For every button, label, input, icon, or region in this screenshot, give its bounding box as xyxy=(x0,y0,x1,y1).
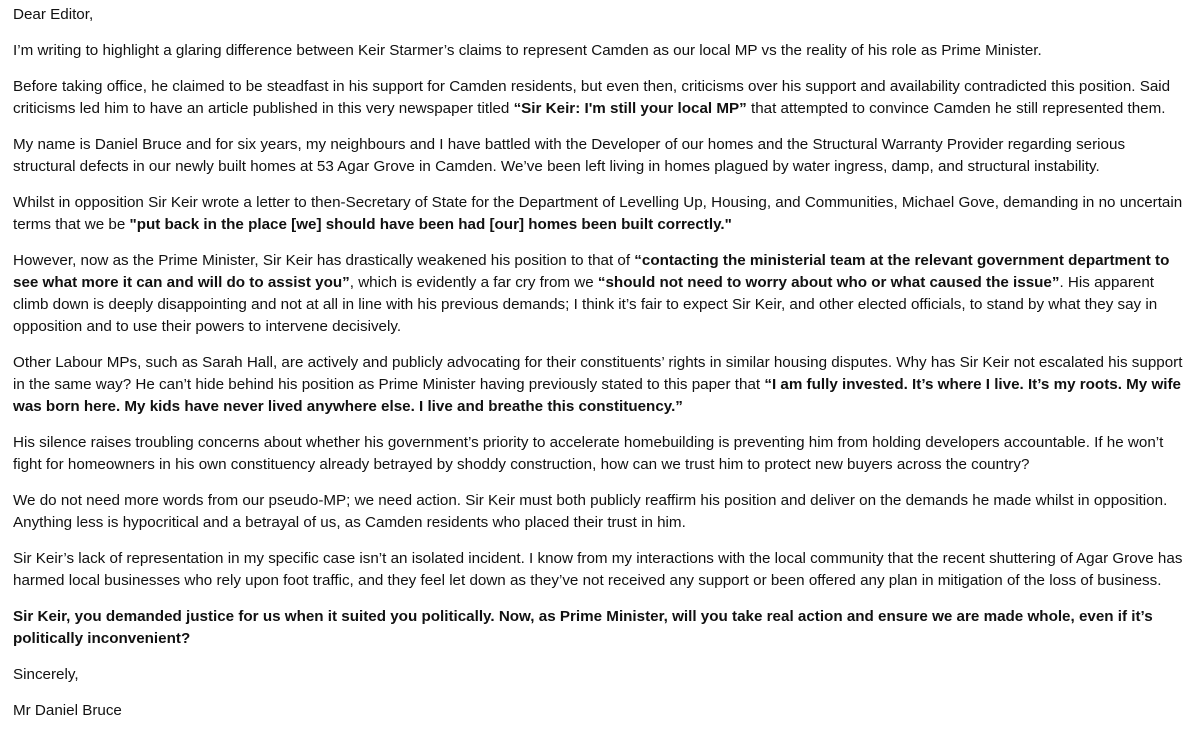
closing: Sincerely, xyxy=(13,666,79,683)
opposition-text-1: Whilst in opposition Sir Keir wrote a letter to then-Secretary of State for the Department of Levelling Up, Housing, and Communities, Michael Gove, demanding in no uncertain terms that we be xyxy=(13,194,1183,233)
local-business-paragraph: Sir Keir’s lack of representation in my specific case isn’t an isolated incident. I know from my interactions with the local community that the recent shuttering of Agar Grove has harmed local businesses who rely upon foot traffic, and they feel let down as they’ve not received any support or been offered any plan in mitigation of the loss of business. xyxy=(13,550,1183,589)
salutation: Dear Editor, xyxy=(13,6,94,23)
article-title-quote: “Sir Keir: I'm still your local MP” xyxy=(513,100,747,117)
opposition-demand-quote: "put back in the place [we] should have been had [our] homes been built correctly." xyxy=(129,216,732,233)
background-text-1: Before taking office, he claimed to be steadfast in his support for Camden residents, but even then, criticisms over his support and availability contradicted this position. Said criticisms led him to have an article published in this very newspaper titled xyxy=(13,78,1171,117)
constituency-quote: “I am fully invested. It’s where I live. It’s my roots. My wife was born here. My kids have never lived anywhere else. I live and breathe this constituency.” xyxy=(13,376,1181,415)
action-paragraph: We do not need more words from our pseudo-MP; we need action. Sir Keir must both publicly reaffirm his position and deliver on the demands he made whilst in opposition. Anything less is hypocritical and a betrayal of us, as Camden residents who placed their trust in him. xyxy=(13,492,1168,531)
pm-text-1: However, now as the Prime Minister, Sir Keir has drastically weakened his position to that of xyxy=(13,252,635,269)
author-paragraph: My name is Daniel Bruce and for six years, my neighbours and I have battled with the Developer of our homes and the Structural Warranty Provider regarding serious structural defects in our newly built homes at 53 Agar Grove in Camden. We’ve been left living in homes plagued by water ingress, damp, and structural instability. xyxy=(13,136,1126,175)
background-paragraph xyxy=(13,76,1187,120)
other-mps-text-1: Other Labour MPs, such as Sarah Hall, are actively and publicly advocating for their constituents’ rights in similar housing disputes. Why has Sir Keir not escalated his support in the same way? He can’t hide behind his position as Prime Minister having previously stated to this paper that xyxy=(13,354,1183,393)
closing-demand-paragraph xyxy=(13,606,1187,650)
signature: Mr Daniel Bruce xyxy=(13,702,122,719)
background-text-2: that attempted to convince Camden he still represented them. xyxy=(746,100,1166,117)
pm-text-2: , which is evidently a far cry from we xyxy=(349,274,598,291)
pm-text-3: . His apparent climb down is deeply disappointing and not at all in line with his previous demands; I think it’s fair to expect Sir Keir, and other elected officials, to stand by what they say in opposition and to use their powers to intervene decisively. xyxy=(13,274,1158,335)
pm-response-quote: “contacting the ministerial team at the relevant government department to see what more it can and will do to assist you” xyxy=(13,252,1170,291)
opposition-letter-paragraph xyxy=(13,192,1187,236)
other-mps-paragraph xyxy=(13,352,1187,418)
prime-minister-paragraph xyxy=(13,250,1187,338)
silence-paragraph: His silence raises troubling concerns about whether his government’s priority to accelerate homebuilding is preventing him from holding developers accountable. If he won’t fight for homeowners in his own constituency already betrayed by shoddy construction, how can we trust him to protect new buyers across the country? xyxy=(13,434,1164,473)
intro-paragraph: I’m writing to highlight a glaring difference between Keir Starmer’s claims to represent Camden as our local MP vs the reality of his role as Prime Minister. xyxy=(13,42,1042,59)
pm-earlier-quote: “should not need to worry about who or what caused the issue” xyxy=(597,274,1060,291)
closing-demand-text: Sir Keir, you demanded justice for us when it suited you politically. Now, as Prime Minister, will you take real action and ensure we are made whole, even if it’s politically inconvenient? xyxy=(13,608,1153,647)
